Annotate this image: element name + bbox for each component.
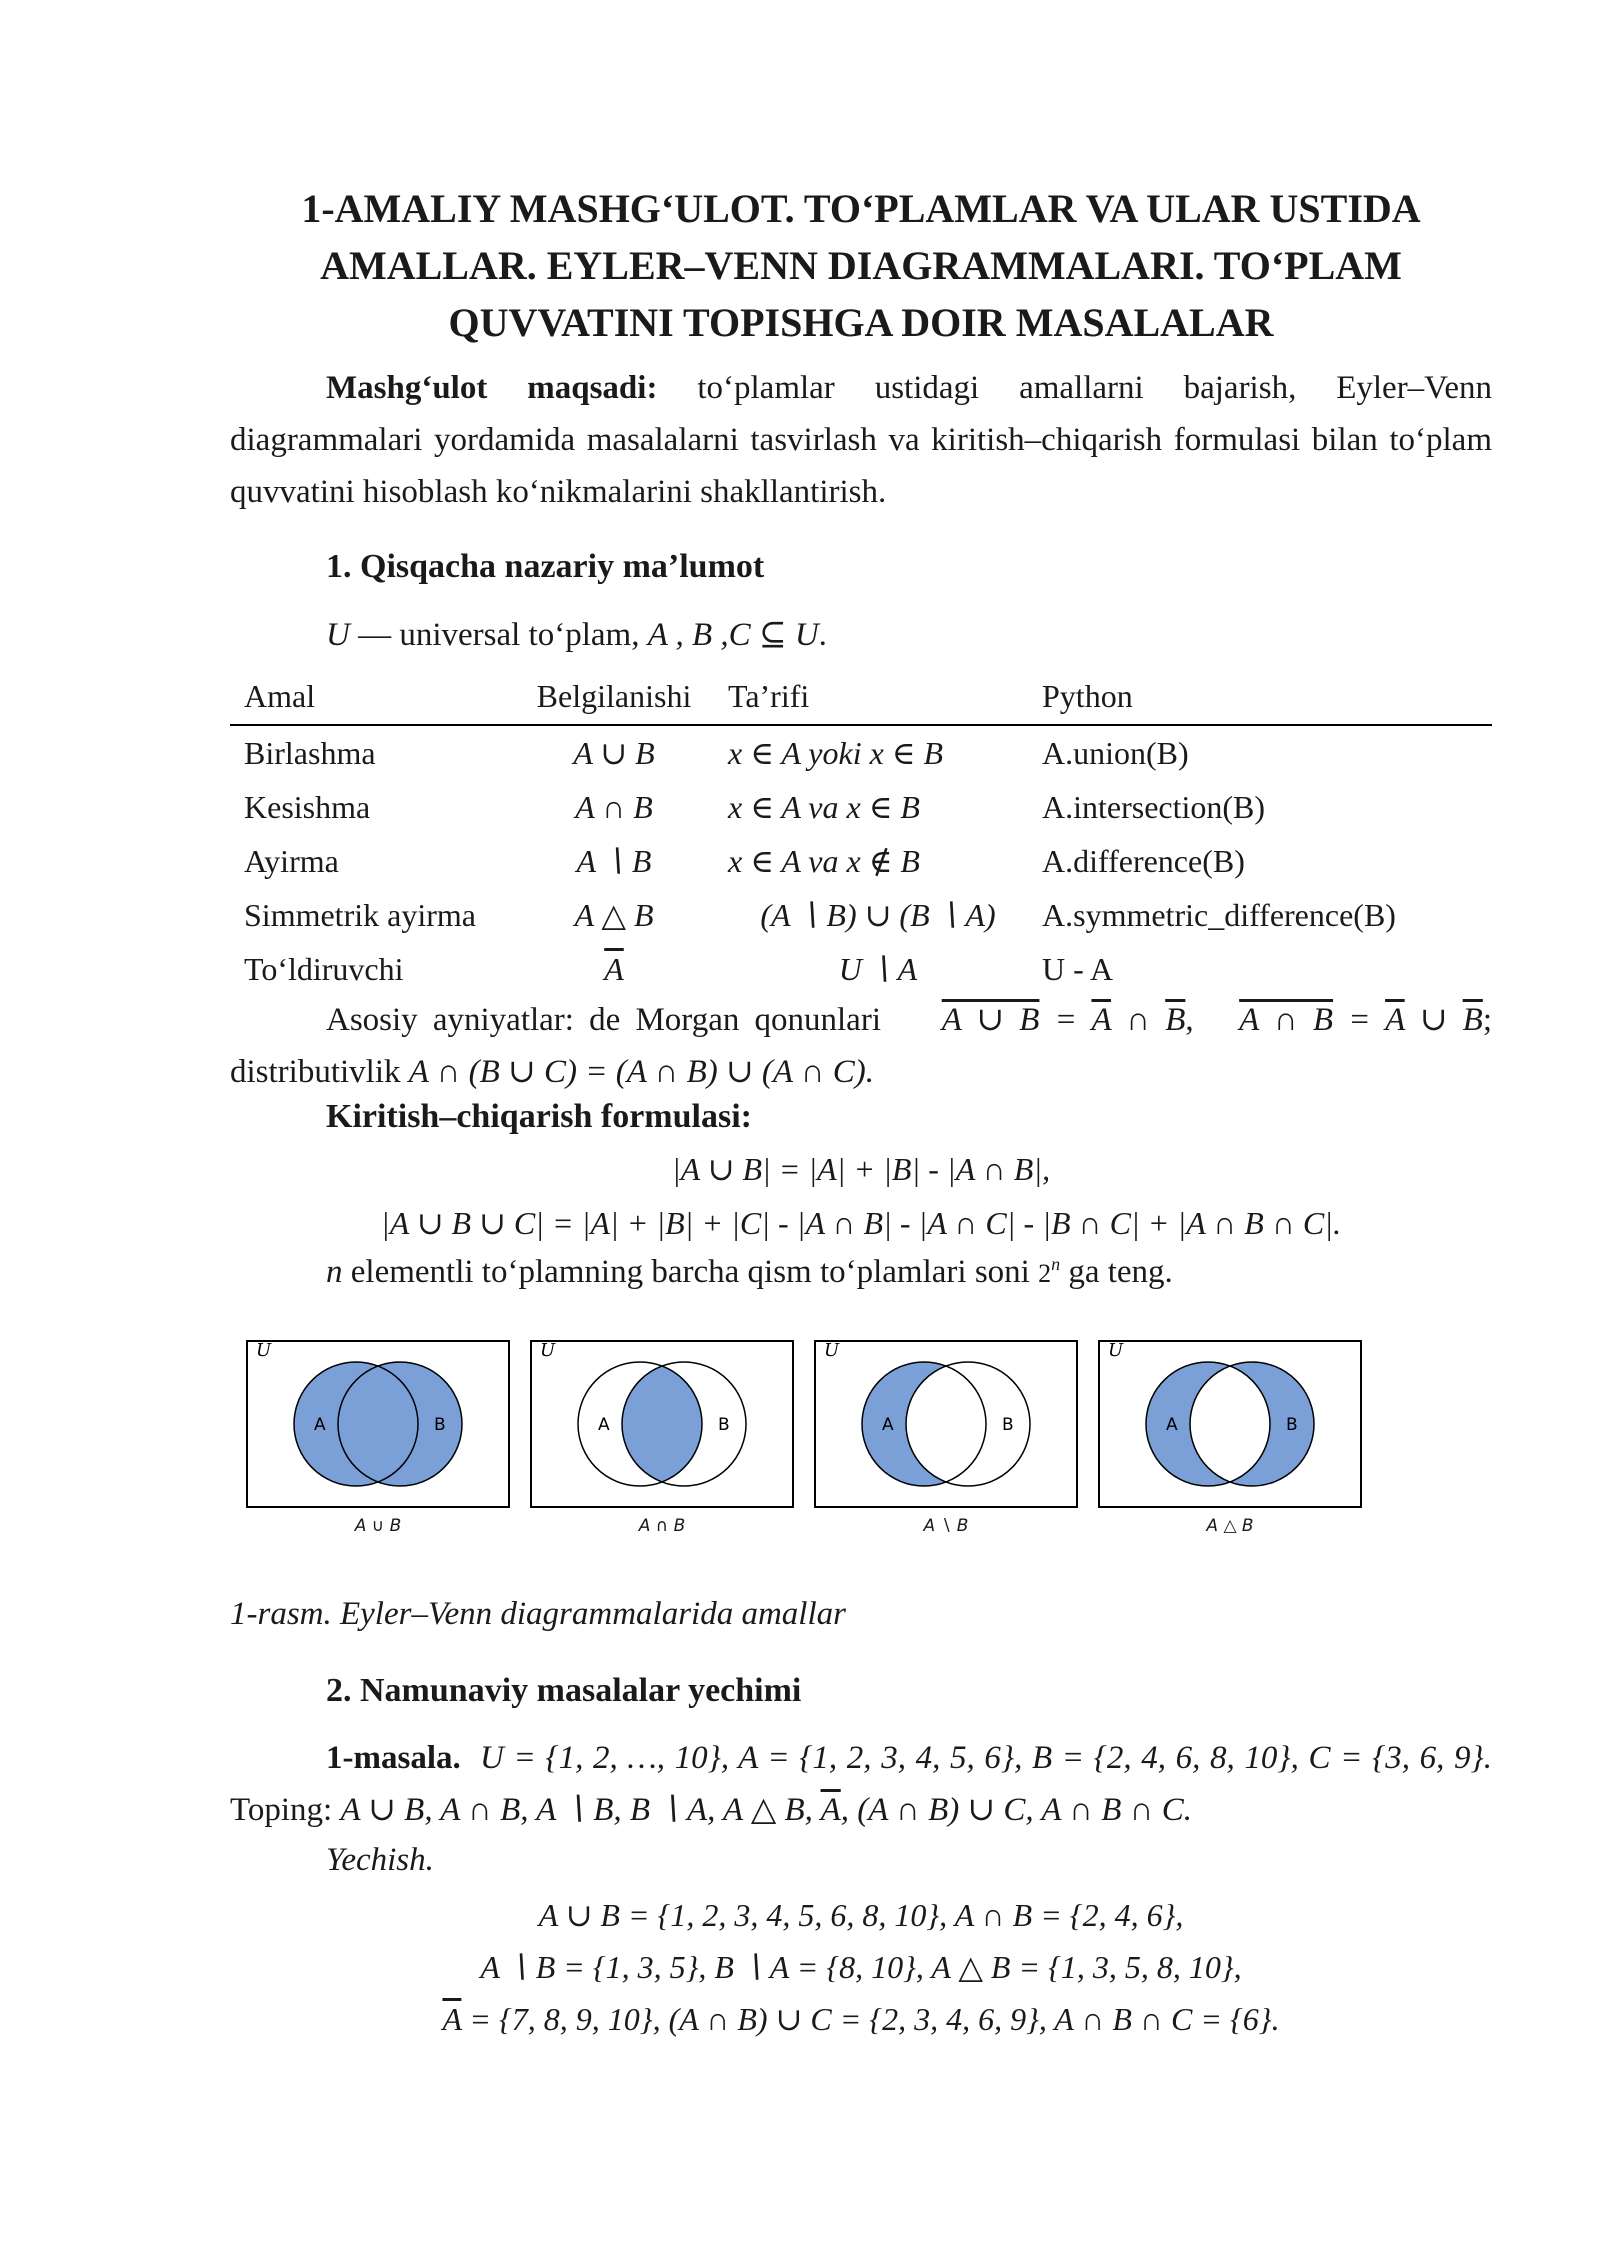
venn-diagram-difference: [814, 1340, 1078, 1550]
demorgan-1-rhs-b: $\overline{B}$: [1165, 1002, 1186, 1038]
label-a: A: [598, 1415, 610, 1435]
subsets-count-line: [326, 1254, 1173, 1291]
purpose-text: to‘plamlar ustidagi amallarni bajarish, Eyler–Venn diagrammalari yordamida masalalarni tasvirlash va kiritish–chiqarish formulasi bilan to‘plam quvvatini hisoblash ko‘nikmalarini shakllantirish.: [230, 370, 1492, 510]
solution-line-3: [230, 2000, 1492, 2038]
figure-caption: 1-rasm. Eyler–Venn diagrammalarida amallar: [230, 1596, 846, 1632]
demorgan-1-op: ∩: [1111, 1002, 1166, 1038]
demorgan-1-rhs-a: $\overline{A}$: [1091, 1002, 1112, 1038]
label-b: B: [718, 1415, 730, 1435]
page-title: [230, 180, 1492, 351]
purpose-label: Mashg‘ulot maqsadi:: [326, 370, 658, 406]
table-row: [230, 888, 1492, 942]
universal-set-line: [326, 614, 827, 654]
demorgan-2-op: ∪: [1404, 1002, 1463, 1038]
universe-label: U: [540, 1340, 556, 1361]
section-2-heading: 2. Namunaviy masalalar yechimi: [326, 1672, 802, 1709]
distributive-law: A ∩ (B ∪ C) = (A ∩ B) ∪ (A ∩ C).: [408, 1054, 875, 1090]
complement-notation: $\overline{A}$: [604, 950, 624, 987]
demorgan-2-lhs: A ∩ B: [1239, 1002, 1334, 1038]
universal-end: .: [818, 617, 827, 653]
operation-definition: U ∖ A: [838, 951, 918, 987]
inclusion-exclusion-heading: Kiritish–chiqarish formulasi:: [326, 1098, 752, 1135]
venn-diagram-union: [246, 1340, 510, 1550]
table-header: Amal: [230, 668, 514, 725]
label-b: B: [1002, 1415, 1014, 1435]
venn-caption: A ∪ B: [354, 1516, 402, 1536]
universe-label: U: [824, 1340, 840, 1361]
venn-difference-svg: [814, 1340, 1078, 1510]
operation-python: A.union(B): [1042, 734, 1189, 771]
find-list-b: , (A ∩ B) ∪ C, A ∩ B ∩ C.: [840, 1792, 1192, 1828]
venn-caption: A ∖ B: [923, 1516, 969, 1536]
universe-label: U: [256, 1340, 272, 1361]
solution-label: Yechish.: [326, 1842, 434, 1878]
venn-union-svg: [246, 1340, 510, 1510]
demorgan-2-rhs-a: $\overline{A}$: [1385, 1002, 1405, 1038]
problem-sets: U = {1, 2, …, 10}, A = {1, 2, 3, 4, 5, 6}, B = {2, 4, 6, 8, 10}, C = {3, 6, 9}.: [480, 1740, 1492, 1776]
subsets-pow: 2: [1038, 1259, 1052, 1288]
purpose-paragraph: [230, 362, 1492, 518]
operation-notation: A ∖ B: [576, 843, 652, 879]
demorgan-law-1: A ∪ $B = \overline{A}$ ∩ $\overline{B}$: [941, 1002, 1186, 1038]
label-b: B: [1286, 1415, 1298, 1435]
subsets-end: ga teng.: [1060, 1254, 1173, 1290]
subsets-text: elementli to‘plamning barcha qism to‘plamlari soni: [342, 1254, 1039, 1290]
venn-diagram-intersection: [530, 1340, 794, 1550]
venn-caption: A △ B: [1206, 1516, 1254, 1536]
find-list-a: A ∪ B, A ∩ B, A ∖ B, B ∖ A, A △ B,: [340, 1792, 821, 1828]
venn-diagram-symmetric: [1098, 1340, 1362, 1550]
universal-symbol: U: [326, 617, 350, 653]
operation-name: Birlashma: [244, 734, 376, 771]
operation-name: Simmetrik ayirma: [244, 896, 476, 933]
operation-python: U - A: [1042, 950, 1114, 987]
problem-label: 1-masala.: [326, 1740, 461, 1776]
operations-table: [230, 668, 1492, 996]
operation-definition: x ∈ A yoki x ∈ B: [728, 735, 944, 771]
solution-line-3-text: = {7, 8, 9, 10}, (A ∩ B) ∪ C = {2, 3, 4, 6, 9}, A ∩ B ∩ C = {6}.: [461, 2001, 1280, 2037]
solution-complement: $\overline{A}$: [442, 2001, 462, 2037]
label-a: A: [1166, 1415, 1178, 1435]
venn-caption: A ∩ B: [638, 1516, 686, 1536]
label-a: A: [314, 1415, 326, 1435]
table-header: Python: [1028, 668, 1492, 725]
inclusion-exclusion-formula-1: |A ∪ B| = |A| + |B| - |A ∩ B|,: [671, 1151, 1051, 1187]
solution-line-1: A ∪ B = {1, 2, 3, 4, 5, 6, 8, 10}, A ∩ B = {2, 4, 6},: [538, 1897, 1184, 1933]
problem-paragraph: [230, 1732, 1492, 1836]
subsets-exp: n: [1051, 1254, 1061, 1274]
operation-definition: (A ∖ B) ∪ (B ∖ A): [760, 897, 996, 933]
table-row: [230, 725, 1492, 780]
operation-python: A.symmetric_difference(B): [1042, 896, 1396, 933]
section-1-heading: 1. Qisqacha nazariy ma’lumot: [326, 548, 765, 585]
venn-intersection-svg: [530, 1340, 794, 1510]
label-b: B: [434, 1415, 446, 1435]
table-row: [230, 834, 1492, 888]
identities-paragraph: Asosiy ayniyatlar: de Morgan qonunlari A ∪ $B = \overline{A}$ ∩ $\overline{B}$, A ∩ $B = \overline{A}$ ∪ $\overline{B}$; distributivlik A ∩ (B ∪ C) = (A ∩ B) ∪ (A ∩ C).: [230, 1002, 1492, 1090]
solution-line-2: A ∖ B = {1, 3, 5}, B ∖ A = {8, 10}, A △ B = {1, 3, 5, 8, 10},: [480, 1949, 1242, 1985]
demorgan-law-2: A ∩ $B = \overline{A}$ ∪ $\overline{B}$: [1239, 1002, 1483, 1038]
title-line-1: 1-AMALIY MASHG‘ULOT. TO‘PLAMLAR VA ULAR USTIDA: [301, 186, 1421, 231]
operation-python: A.intersection(B): [1042, 788, 1266, 825]
label-a: A: [882, 1415, 894, 1435]
operation-definition: x ∈ A va x ∉ B: [728, 843, 920, 879]
operation-name: Ayirma: [244, 842, 339, 879]
title-line-2: AMALLAR. EYLER–VENN DIAGRAMMALARI. TO‘PLAM: [320, 243, 1402, 288]
operation-definition: x ∈ A va x ∈ B: [728, 789, 920, 825]
demorgan-1-lhs: A ∪ B: [941, 1002, 1040, 1038]
identities-text: Asosiy ayniyatlar: de Morgan qonunlari: [326, 1002, 881, 1038]
operation-notation: [514, 942, 714, 996]
table-header: Ta’rifi: [714, 668, 1028, 725]
title-line-3: QUVVATINI TOPISHGA DOIR MASALALAR: [448, 300, 1274, 345]
operation-name: To‘ldiruvchi: [244, 950, 404, 987]
operation-name: Kesishma: [244, 788, 371, 825]
find-label: Toping:: [230, 1792, 341, 1828]
operation-notation: A ∪ B: [573, 735, 655, 771]
operation-python: A.difference(B): [1042, 842, 1245, 879]
demorgan-2-rhs-b: $\overline{B}$: [1462, 1002, 1483, 1038]
operation-notation: A ∩ B: [575, 788, 653, 825]
distributive-label: distributivlik: [230, 1054, 409, 1090]
venn-diagrams-row: [230, 1340, 1492, 1550]
operation-notation: A △ B: [574, 897, 654, 933]
subsets-n: n: [326, 1254, 343, 1290]
table-row: [230, 780, 1492, 834]
find-complement: $\overline{A}$: [820, 1792, 841, 1828]
table-header-row: [230, 668, 1492, 725]
universe-label: U: [1108, 1340, 1124, 1361]
universal-text: — universal to‘plam,: [349, 617, 648, 653]
table-header: Belgilanishi: [514, 668, 714, 725]
universal-math: A , B ,C ⊆ U: [647, 617, 819, 653]
venn-symmetric-svg: [1098, 1340, 1362, 1510]
table-row: [230, 942, 1492, 996]
inclusion-exclusion-formula-2: |A ∪ B ∪ C| = |A| + |B| + |C| - |A ∩ B| - |A ∩ C| - |B ∩ C| + |A ∩ B ∩ C|.: [380, 1205, 1342, 1241]
